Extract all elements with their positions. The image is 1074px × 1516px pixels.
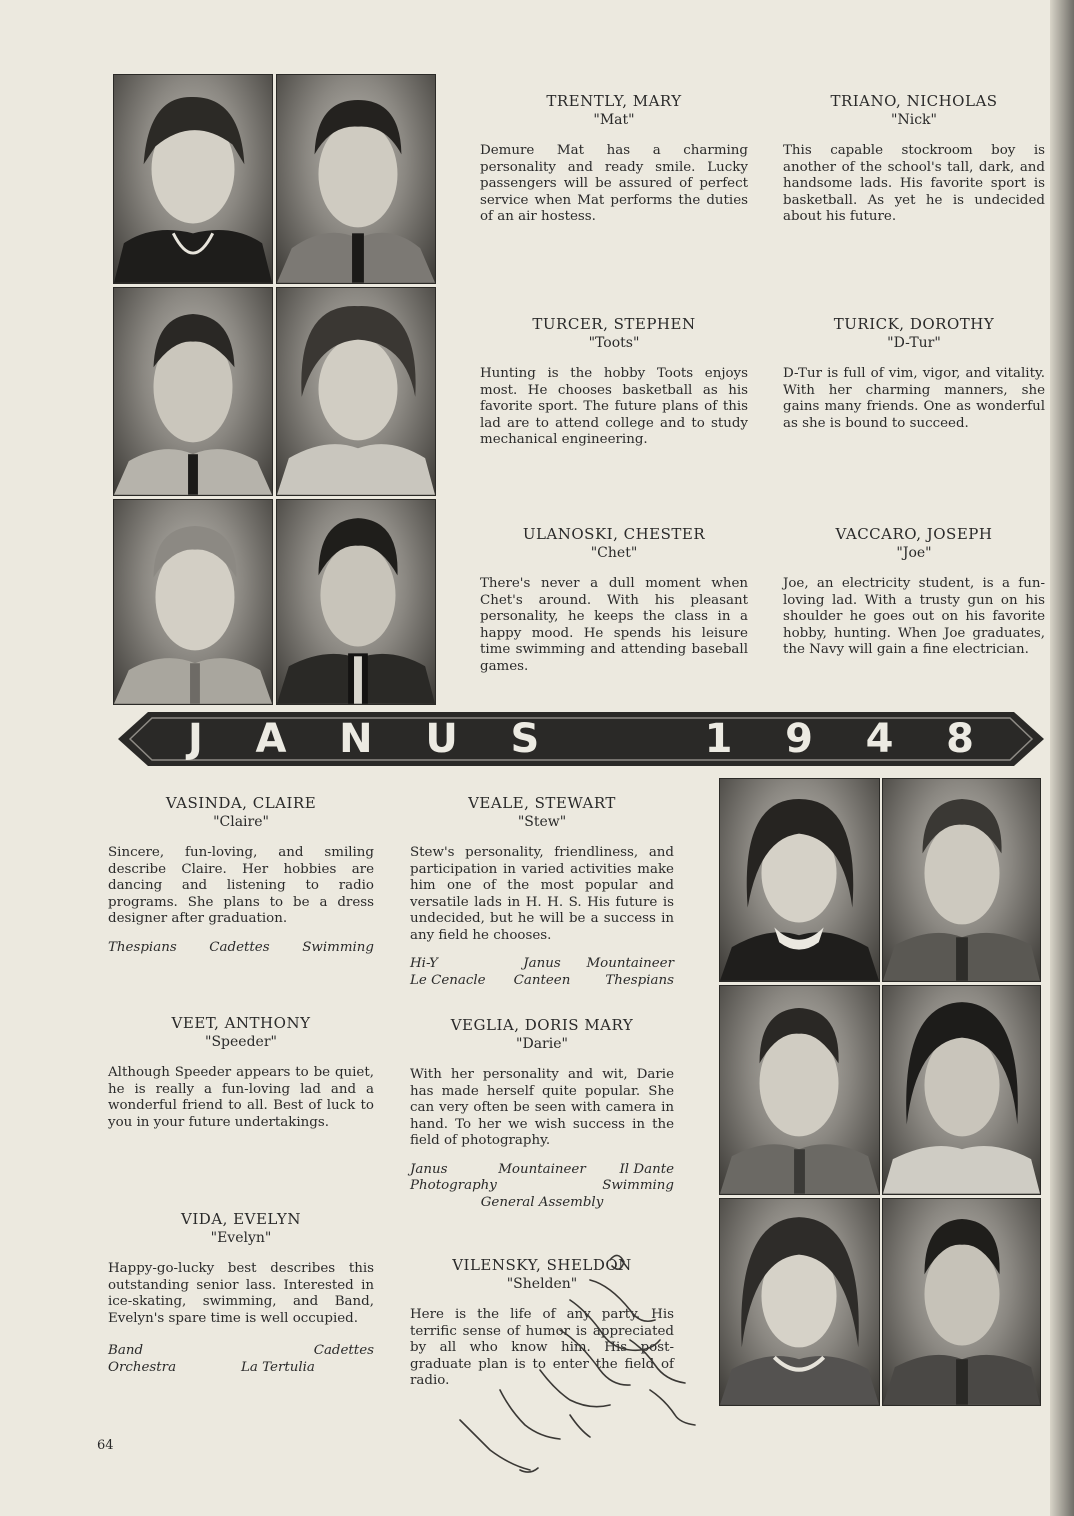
student-bio: With her personality and wit, Darie has made herself quite popular. She can very often be seen with camera in hand. To her we wish success in the field of photography. (410, 1067, 674, 1148)
portrait-trently (113, 74, 273, 284)
student-nickname: "D-Tur" (887, 335, 941, 351)
banner-letter: S (510, 716, 540, 762)
banner-letter: U (425, 716, 458, 762)
banner-letter: 8 (946, 716, 974, 762)
activity: Thespians (108, 939, 177, 955)
student-bio: Joe, an electricity student, is a fun-loving lad. With a trusty gun on his shoulder he goes out on his favorite hobby, hunting. When Joe graduates, the Navy will gain a fine electrician. (783, 576, 1045, 657)
portrait-vaccaro (276, 499, 436, 705)
student-bio: Here is the life of any party. His terrific sense of humor is appreciated by all who know him. His post-graduate plan is to enter the field of radio. (410, 1307, 674, 1388)
entry-turcer (480, 315, 748, 449)
entry-trently (480, 92, 748, 226)
portrait-veet (719, 985, 880, 1195)
banner-letter: A (255, 716, 287, 762)
entry-veglia (410, 1016, 674, 1211)
handwritten-signature (420, 1240, 730, 1500)
banner-letter: 4 (865, 716, 894, 762)
student-name: VILENSKY, SHELDON (452, 1256, 632, 1274)
portrait-vilensky (882, 1198, 1041, 1406)
student-nickname: "Shelden" (506, 1276, 578, 1292)
activity: Thespians (605, 972, 674, 988)
student-activities (108, 1343, 374, 1376)
activity: La Tertulia (241, 1359, 315, 1375)
student-bio: Hunting is the hobby Toots enjoys most. He chooses basketball as his favorite sport. The future plans of this lad are to attend college and to study mechanical engineering. (480, 366, 748, 447)
student-nickname: "Darie" (516, 1036, 568, 1052)
entry-turick (783, 315, 1045, 432)
student-activities-2 (410, 1178, 674, 1195)
entry-vaccaro (783, 525, 1045, 659)
student-nickname: "Speeder" (205, 1034, 277, 1050)
banner-letter: J (188, 716, 203, 762)
student-bio: Happy-go-lucky best describes this outstanding senior lass. Interested in ice-skating, swimming, and Band, Evelyn's spare time is well occupied. (108, 1261, 374, 1326)
banner-letter: N (339, 716, 373, 762)
student-name: VEET, ANTHONY (171, 1014, 311, 1032)
student-nickname: "Nick" (891, 112, 937, 128)
activity: Swimming (602, 1178, 674, 1193)
student-name: VACCARO, JOSEPH (835, 525, 993, 543)
student-name: VASINDA, CLAIRE (165, 794, 317, 812)
activity: Mountaineer (498, 1161, 586, 1177)
student-activities (108, 940, 374, 957)
student-name: VEGLIA, DORIS MARY (450, 1016, 634, 1034)
activity: Janus (523, 956, 561, 971)
janus-1948-banner (118, 712, 1044, 766)
page-number: 64 (97, 1438, 114, 1453)
student-name: TRIANO, NICHOLAS (830, 92, 998, 110)
activity: Orchestra (108, 1359, 177, 1375)
entry-vasinda (108, 794, 374, 956)
activity: Cadettes (313, 1343, 374, 1358)
student-activities (410, 1162, 674, 1179)
student-bio: Sincere, fun-loving, and smiling describe Claire. Her hobbies are dancing and listening to radio programs. She plans to be a dress designer after graduation. (108, 845, 374, 926)
student-bio: D-Tur is full of vim, vigor, and vitality. With her charming manners, she gains many friends. One as wonderful as she is bound to succeed. (783, 366, 1045, 431)
activity: Il Dante (619, 1161, 674, 1177)
activity: Band (108, 1343, 144, 1358)
entry-veet (108, 1014, 374, 1131)
portrait-turcer (113, 287, 273, 496)
student-nickname: "Stew" (517, 814, 567, 830)
entry-triano (783, 92, 1045, 226)
student-nickname: "Toots" (588, 335, 640, 351)
student-name: VIDA, EVELYN (181, 1210, 301, 1228)
portrait-ulanoski (113, 499, 273, 705)
student-nickname: "Mat" (593, 112, 635, 128)
banner-letter: 9 (785, 716, 813, 762)
portrait-veglia (882, 985, 1041, 1195)
student-name: TURICK, DOROTHY (833, 315, 995, 333)
student-nickname: "Claire" (213, 814, 269, 830)
activity: Le Cenacle (410, 972, 486, 988)
banner-letter: 1 (704, 716, 733, 762)
activity: Canteen (513, 972, 571, 988)
activity: General Assembly (480, 1194, 604, 1210)
student-name: ULANOSKI, CHESTER (522, 525, 706, 543)
student-name: TURCER, STEPHEN (532, 315, 696, 333)
activity: Photography (410, 1178, 497, 1193)
entry-ulanoski (480, 525, 748, 675)
portrait-triano (276, 74, 436, 284)
student-bio: Stew's personality, friendliness, and participation in varied activities make him one of the most popular and versatile lads in H. H. S. His future is undecided, but he will be a success in any field he chooses. (410, 845, 674, 943)
activity: Swimming (302, 939, 374, 955)
entry-vida (108, 1210, 374, 1376)
student-nickname: "Joe" (896, 545, 932, 561)
portrait-turick (276, 287, 436, 496)
student-name: VEALE, STEWART (468, 794, 616, 812)
student-bio: This capable stockroom boy is another of the school's tall, dark, and handsome lads. His favorite sport is basketball. As yet he is undecided about his future. (783, 143, 1045, 224)
student-bio: There's never a dull moment when Chet's around. With his pleasant personality, he keeps the class in a happy mood. He spends his leisure time swimming and attending baseball games. (480, 576, 748, 674)
activity: Hi-Y (410, 956, 438, 971)
student-name: TRENTLY, MARY (546, 92, 682, 110)
portrait-vasinda (719, 778, 880, 982)
activity: Mountaineer (586, 956, 674, 971)
student-bio: Although Speeder appears to be quiet, he is really a fun-loving lad and a wonderful friend to all. Best of luck to you in your future undertakings. (108, 1065, 374, 1130)
page-edge (1050, 0, 1074, 1516)
student-bio: Demure Mat has a charming personality and ready smile. Lucky passengers will be assured of perfect service when Mat performs the duties of an air hostess. (480, 143, 748, 224)
student-nickname: "Evelyn" (210, 1230, 272, 1246)
activity: Cadettes (209, 939, 270, 955)
activity: Janus (410, 1161, 448, 1177)
portrait-vida (719, 1198, 880, 1406)
student-nickname: "Chet" (590, 545, 638, 561)
entry-veale (410, 794, 674, 989)
portrait-veale (882, 778, 1041, 982)
student-activities (410, 956, 674, 989)
